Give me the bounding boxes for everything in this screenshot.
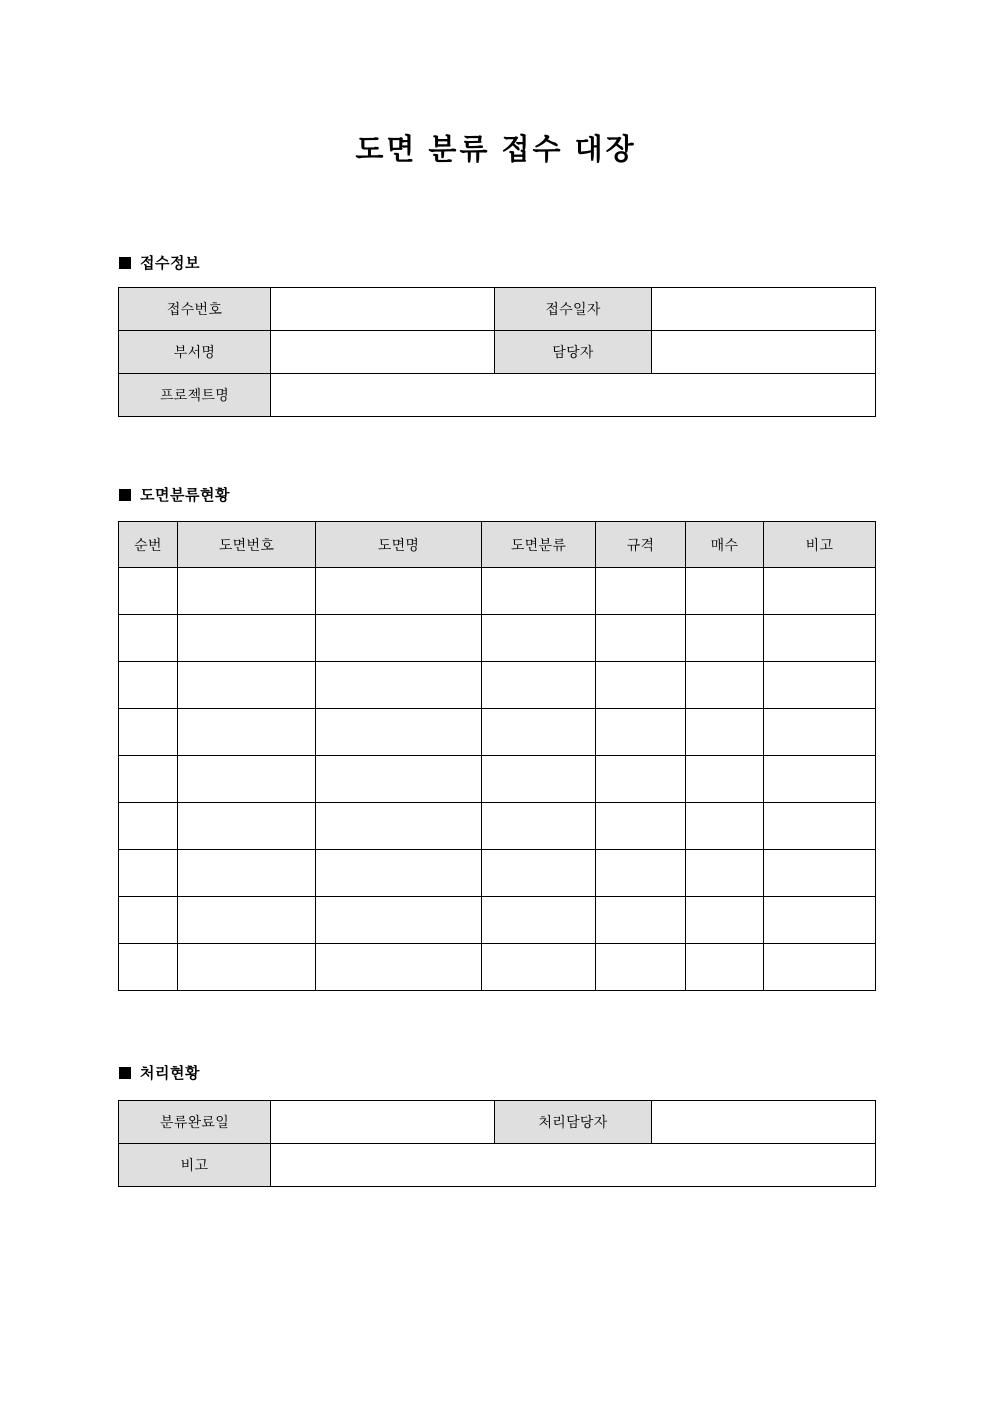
section-heading-label: 도면분류현황 <box>140 487 230 504</box>
label-receipt-date: 접수일자 <box>495 288 652 331</box>
field-receipt-number[interactable] <box>271 288 495 331</box>
table-row <box>119 288 876 331</box>
field-department-name[interactable] <box>271 331 495 374</box>
column-header-size: 규격 <box>596 522 686 568</box>
cell-drawing-name[interactable] <box>316 944 482 991</box>
square-bullet-icon <box>119 1067 131 1079</box>
cell-drawing-name[interactable] <box>316 662 482 709</box>
cell-remarks[interactable] <box>764 568 876 615</box>
cell-drawing-category[interactable] <box>482 615 596 662</box>
cell-drawing-category[interactable] <box>482 944 596 991</box>
cell-seq[interactable] <box>119 568 178 615</box>
table-row <box>119 709 876 756</box>
label-project-name: 프로젝트명 <box>119 374 271 417</box>
field-process-remarks[interactable] <box>271 1144 876 1187</box>
table-row <box>119 850 876 897</box>
cell-quantity[interactable] <box>686 803 764 850</box>
label-processing-person: 처리담당자 <box>495 1101 652 1144</box>
cell-drawing-name[interactable] <box>316 568 482 615</box>
cell-quantity[interactable] <box>686 615 764 662</box>
section-heading-processing-status <box>119 1062 200 1083</box>
table-row <box>119 803 876 850</box>
cell-drawing-category[interactable] <box>482 756 596 803</box>
square-bullet-icon <box>119 489 131 501</box>
cell-remarks[interactable] <box>764 615 876 662</box>
cell-quantity[interactable] <box>686 897 764 944</box>
table-row <box>119 615 876 662</box>
label-receipt-number: 접수번호 <box>119 288 271 331</box>
cell-drawing-name[interactable] <box>316 897 482 944</box>
section-heading-label: 처리현황 <box>140 1065 200 1082</box>
cell-seq[interactable] <box>119 756 178 803</box>
table-row <box>119 1144 876 1187</box>
cell-seq[interactable] <box>119 850 178 897</box>
cell-drawing-number[interactable] <box>178 709 316 756</box>
receipt-info-table <box>118 287 876 417</box>
table-row <box>119 897 876 944</box>
cell-quantity[interactable] <box>686 568 764 615</box>
cell-size[interactable] <box>596 568 686 615</box>
label-department-name: 부서명 <box>119 331 271 374</box>
column-header-remarks: 비고 <box>764 522 876 568</box>
column-header-drawing-number: 도면번호 <box>178 522 316 568</box>
table-header-row <box>119 522 876 568</box>
cell-quantity[interactable] <box>686 662 764 709</box>
cell-drawing-name[interactable] <box>316 615 482 662</box>
cell-quantity[interactable] <box>686 756 764 803</box>
cell-seq[interactable] <box>119 709 178 756</box>
table-row <box>119 662 876 709</box>
cell-remarks[interactable] <box>764 897 876 944</box>
cell-remarks[interactable] <box>764 850 876 897</box>
table-row <box>119 756 876 803</box>
table-row <box>119 331 876 374</box>
cell-drawing-number[interactable] <box>178 850 316 897</box>
cell-quantity[interactable] <box>686 709 764 756</box>
section-heading-receipt-info <box>119 252 200 273</box>
processing-status-table <box>118 1100 876 1187</box>
field-project-name[interactable] <box>271 374 876 417</box>
label-process-remarks: 비고 <box>119 1144 271 1187</box>
column-header-drawing-name: 도면명 <box>316 522 482 568</box>
cell-quantity[interactable] <box>686 850 764 897</box>
cell-drawing-number[interactable] <box>178 803 316 850</box>
table-row <box>119 944 876 991</box>
cell-drawing-number[interactable] <box>178 568 316 615</box>
table-row <box>119 568 876 615</box>
cell-drawing-category[interactable] <box>482 803 596 850</box>
cell-size[interactable] <box>596 803 686 850</box>
drawing-classification-body <box>119 568 876 991</box>
cell-seq[interactable] <box>119 662 178 709</box>
cell-size[interactable] <box>596 662 686 709</box>
cell-size[interactable] <box>596 709 686 756</box>
column-header-drawing-category: 도면분류 <box>482 522 596 568</box>
cell-drawing-category[interactable] <box>482 662 596 709</box>
cell-drawing-number[interactable] <box>178 756 316 803</box>
section-heading-label: 접수정보 <box>140 255 200 272</box>
field-classification-completion-date[interactable] <box>271 1101 495 1144</box>
cell-size[interactable] <box>596 615 686 662</box>
cell-seq[interactable] <box>119 897 178 944</box>
cell-remarks[interactable] <box>764 662 876 709</box>
cell-drawing-category[interactable] <box>482 568 596 615</box>
cell-drawing-category[interactable] <box>482 709 596 756</box>
field-person-in-charge[interactable] <box>652 331 876 374</box>
column-header-quantity: 매수 <box>686 522 764 568</box>
square-bullet-icon <box>119 257 131 269</box>
cell-drawing-name[interactable] <box>316 803 482 850</box>
cell-drawing-number[interactable] <box>178 662 316 709</box>
cell-drawing-category[interactable] <box>482 850 596 897</box>
cell-quantity[interactable] <box>686 944 764 991</box>
drawing-classification-table <box>118 521 876 991</box>
cell-drawing-name[interactable] <box>316 709 482 756</box>
page-title: 도면 분류 접수 대장 <box>355 134 637 166</box>
cell-seq[interactable] <box>119 944 178 991</box>
section-heading-drawing-classification <box>119 484 230 505</box>
cell-size[interactable] <box>596 850 686 897</box>
cell-drawing-category[interactable] <box>482 897 596 944</box>
cell-remarks[interactable] <box>764 944 876 991</box>
field-receipt-date[interactable] <box>652 288 876 331</box>
cell-size[interactable] <box>596 897 686 944</box>
column-header-seq: 순번 <box>119 522 178 568</box>
label-person-in-charge: 담당자 <box>495 331 652 374</box>
cell-drawing-name[interactable] <box>316 850 482 897</box>
cell-drawing-number[interactable] <box>178 897 316 944</box>
label-classification-completion-date: 분류완료일 <box>119 1101 271 1144</box>
cell-size[interactable] <box>596 944 686 991</box>
cell-seq[interactable] <box>119 803 178 850</box>
cell-size[interactable] <box>596 756 686 803</box>
cell-drawing-name[interactable] <box>316 756 482 803</box>
table-row <box>119 1101 876 1144</box>
cell-drawing-number[interactable] <box>178 615 316 662</box>
cell-remarks[interactable] <box>764 803 876 850</box>
field-processing-person[interactable] <box>652 1101 876 1144</box>
cell-drawing-number[interactable] <box>178 944 316 991</box>
table-row <box>119 374 876 417</box>
cell-remarks[interactable] <box>764 756 876 803</box>
cell-seq[interactable] <box>119 615 178 662</box>
cell-remarks[interactable] <box>764 709 876 756</box>
